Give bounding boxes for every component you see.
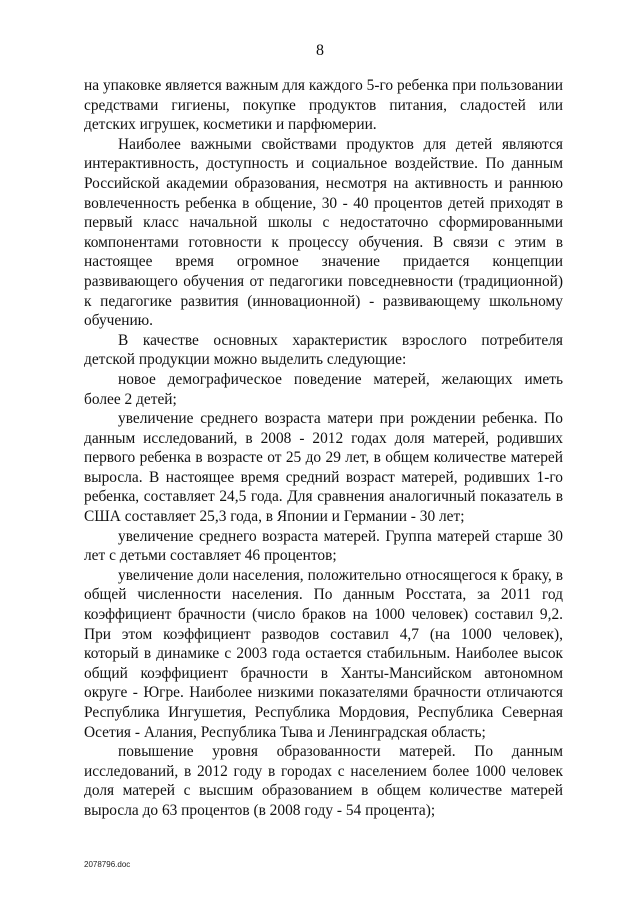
paragraph: В качестве основных характеристик взрослого потребителя детской продукции можно выделить следующие: bbox=[84, 331, 563, 369]
file-name-footer: 2078796.doc bbox=[84, 860, 131, 869]
list-item: увеличение доли населения, положительно относящегося к браку, в общей численности населения. По данным Росстата, за 2011 год коэффициент брачности (число браков на 1000 человек) составил 9,2. При этом коэффициент разводов составил 4,7 (на 1000 человек), который в динамике с 2003 года остается стабильным. Наиболее высок общий коэффициент брачности в Ханты-Мансийском автономном округе - Югре. Наиболее низкими показателями брачности отличаются Республика Ингушетия, Республика Мордовия, Республика Северная Осетия - Алания, Республика Тыва и Ленинградская область; bbox=[84, 566, 563, 741]
list-item: увеличение среднего возраста матерей. Группа матерей старше 30 лет с детьми составляет 46 процентов; bbox=[84, 527, 563, 565]
list-item: увеличение среднего возраста матери при рождении ребенка. По данным исследований, в 2008 - 2012 годах доля матерей, родивших первого ребенка в возрасте от 25 до 29 лет, в общем количестве матерей выросла. В настоящее время средний возраст матерей, родивших 1-го ребенка, составляет 24,5 года. Для сравнения аналогичный показатель в США составляет 25,3 года, в Японии и Германии - 30 лет; bbox=[84, 410, 563, 526]
paragraph: Наиболее важными свойствами продуктов для детей являются интерактивность, доступность и социальное воздействие. По данным Российской академии образования, несмотря на активность и раннюю вовлеченность ребенка в общение, 30 - 40 процентов детей приходят в первый класс начальной школы с недостаточно сформированными компонентами готовности к процессу обучения. В связи с этим в настоящее время огромное значение придается концепции развивающего обучения от педагогики повседневности (традиционной) к педагогике развития (инновационной) - развивающему школьному обучению. bbox=[84, 135, 563, 330]
paragraph: на упаковке является важным для каждого 5-го ребенка при пользовании средствами гигиены, покупке продуктов питания, сладостей или детских игрушек, косметики и парфюмерии. bbox=[84, 77, 563, 134]
list-item: новое демографическое поведение матерей, желающих иметь более 2 детей; bbox=[84, 370, 563, 408]
list-item: повышение уровня образованности матерей. По данным исследований, в 2012 году в городах с населением более 1000 человек доля матерей с высшим образованием в общем количестве матерей выросла до 63 процентов (в 2008 году - 54 процента); bbox=[84, 743, 563, 819]
body-text bbox=[84, 76, 563, 821]
page-number: 8 bbox=[316, 42, 324, 59]
